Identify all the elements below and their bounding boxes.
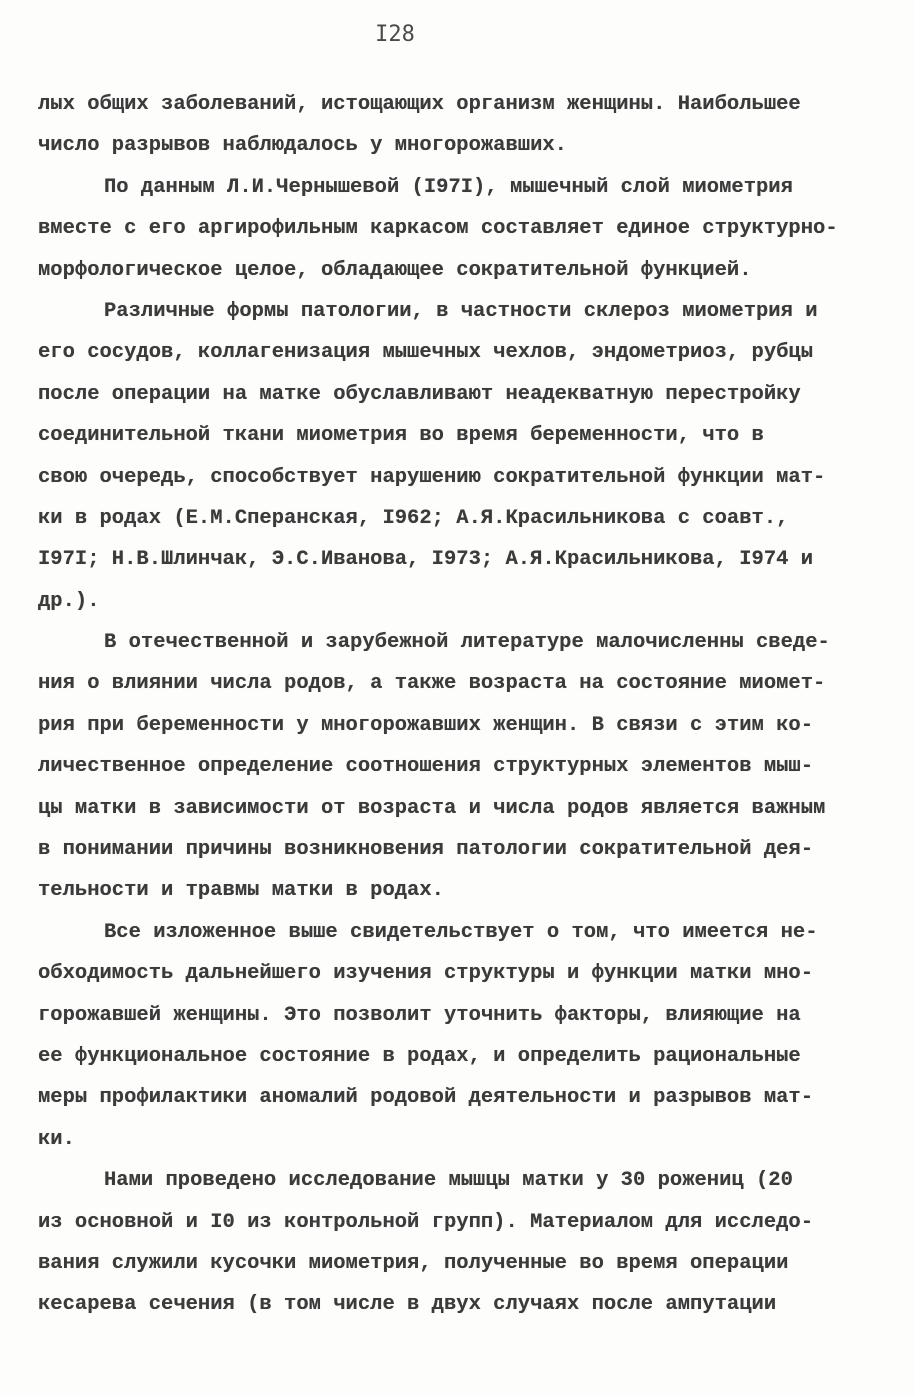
paragraph [38,291,878,622]
text-line: вания служили кусочки миометрия, полученные во время операции [38,1251,789,1275]
text-line: горожавшей женщины. Это позволит уточнить факторы, влияющие на [38,1003,801,1027]
paragraph [38,622,878,912]
text-line: после операции на матке обуславливают неадекватную перестройку [38,382,801,406]
text-line: Все изложенное выше свидетельствует о том, что имеется не- [104,920,818,944]
text-line: рия при беременности у многорожавших женщин. В связи с этим ко- [38,713,814,737]
text-line: обходимость дальнейшего изучения структуры и функции матки мно- [38,962,814,986]
page-number: I28 [375,22,415,47]
text-line: вместе с его аргирофильным каркасом составляет единое структурно- [38,217,838,241]
text-line: I97I; Н.В.Шлинчак, Э.С.Иванова, I973; А.Я.Красильникова, I974 и [38,548,814,572]
text-line: число разрывов наблюдалось у многорожавших. [38,134,567,158]
paragraph [38,1160,878,1326]
text-line: лых общих заболеваний, истощающих организм женщины. Наибольшее [38,93,801,116]
text-line: В отечественной и зарубежной литературе малочисленны сведе- [104,631,830,655]
paragraph [38,167,878,291]
body-text [38,84,878,1326]
text-line: Нами проведено исследование мышцы матки у 30 рожениц (20 [104,1169,793,1193]
text-line: из основной и I0 из контрольной групп). Материалом для исследо- [38,1210,814,1234]
text-line: ния о влиянии числа родов, а также возраста на состояние миомет- [38,672,826,696]
text-line: личественное определение соотношения структурных элементов мыш- [38,755,814,779]
text-line: кесарева сечения (в том числе в двух случаях после ампутации [38,1293,777,1317]
text-line: соединительной ткани миометрия во время беременности, что в [38,424,764,448]
text-line: ки. [38,1127,75,1151]
paragraph [38,84,878,167]
text-line: ее функциональное состояние в родах, и определить рациональные [38,1044,801,1068]
text-line: в понимании причины возникновения патологии сократительной дея- [38,838,814,862]
text-line: цы матки в зависимости от возраста и числа родов является важным [38,796,826,820]
text-line: морфологическое целое, обладающее сократительной функцией. [38,258,752,282]
text-line: свою очередь, способствует нарушению сократительной функции мат- [38,465,826,489]
text-line: меры профилактики аномалий родовой деятельности и разрывов мат- [38,1086,814,1110]
text-line: его сосудов, коллагенизация мышечных чехлов, эндометриоз, рубцы [38,341,814,365]
text-line: др.). [38,589,100,613]
text-line: тельности и травмы матки в родах. [38,879,444,903]
text-line: Различные формы патологии, в частности склероз миометрия и [104,299,818,323]
text-line: По данным Л.И.Чернышевой (I97I), мышечный слой миометрия [104,175,793,199]
text-line: ки в родах (Е.М.Сперанская, I962; А.Я.Красильникова с соавт., [38,506,789,530]
paragraph [38,912,878,1160]
